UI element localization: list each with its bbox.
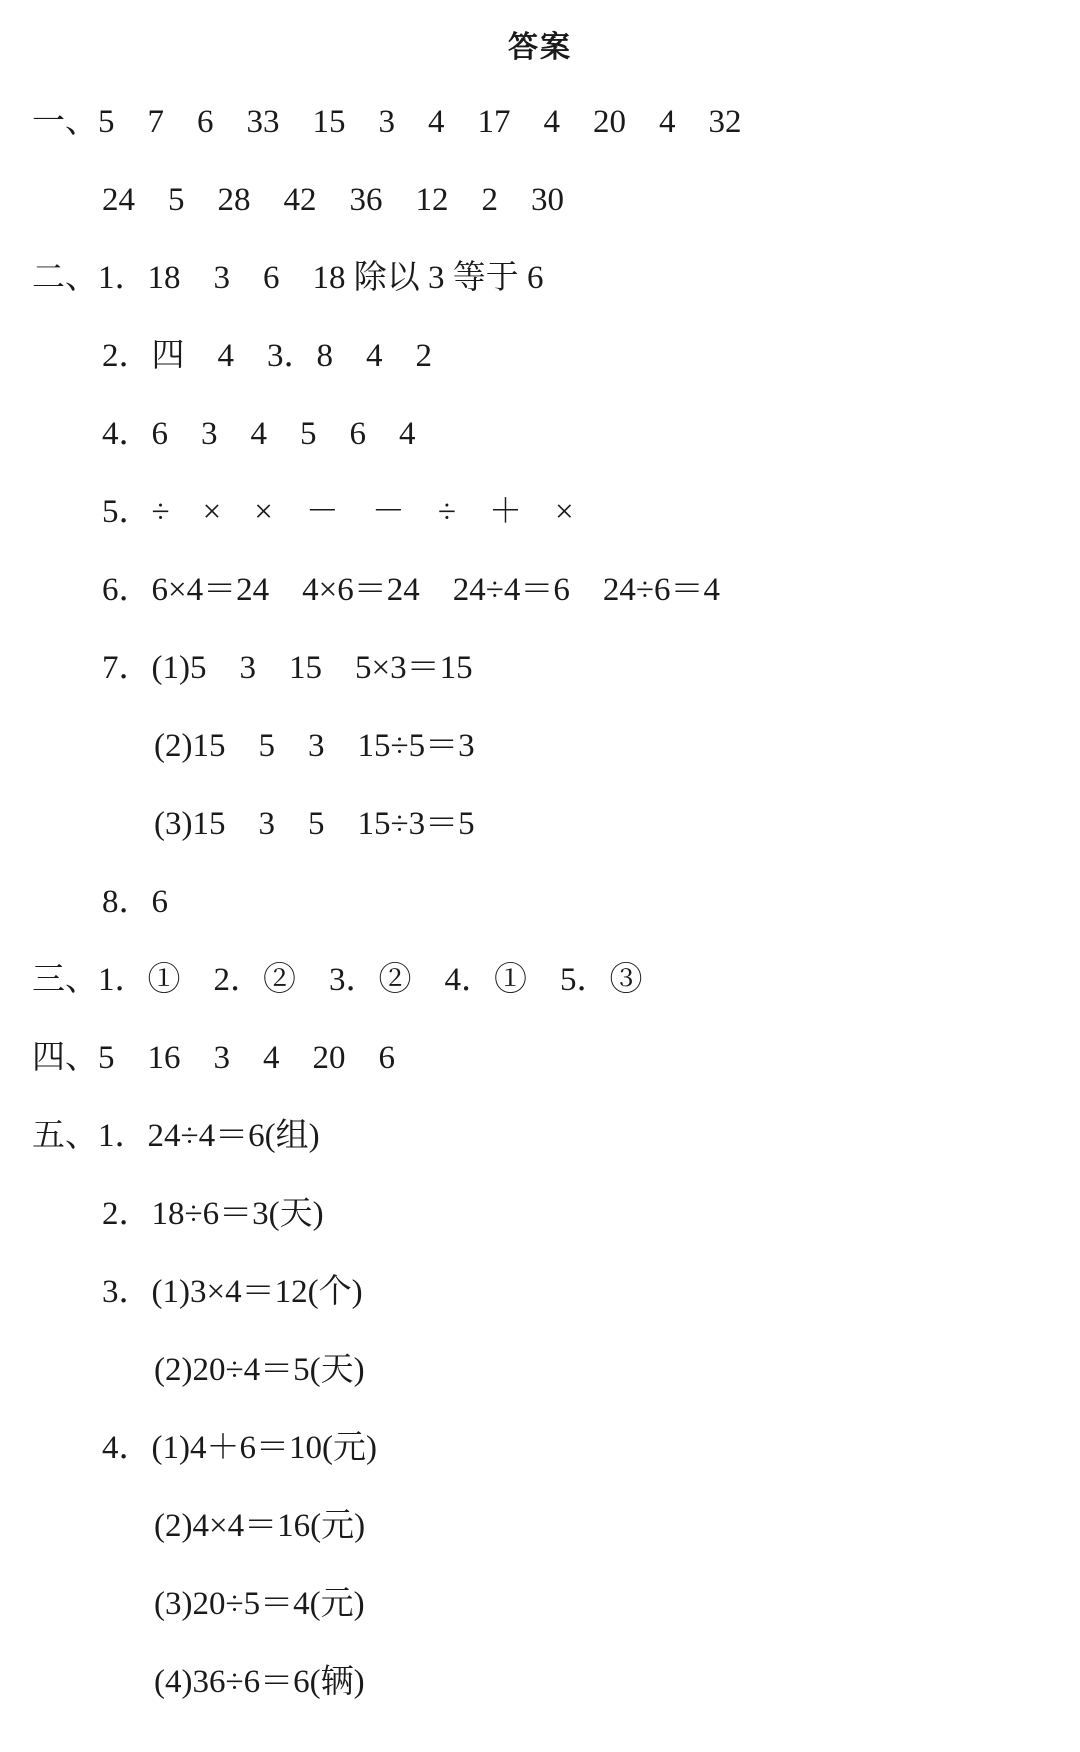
answer-line-section-2-q8: 8．6 (102, 884, 168, 920)
answer-line-section-5-q3-1: 3．(1)3×4＝12(个) (102, 1274, 363, 1310)
answer-line-section-5-q2: 2．18÷6＝3(天) (102, 1196, 324, 1232)
answer-line-section-5-q4-3: (3)20÷5＝4(元) (154, 1586, 365, 1622)
answer-line-section-1: 一、5 7 6 33 15 3 4 17 4 20 4 32 (32, 104, 742, 140)
answer-line-section-5-q4-2: (2)4×4＝16(元) (154, 1508, 366, 1544)
answer-line-section-4: 四、5 16 3 4 20 6 (32, 1040, 395, 1076)
answer-line-section-5-q3-2: (2)20÷4＝5(天) (154, 1352, 365, 1388)
answer-line-section-2-q2-q3: 2．四 4 3．8 4 2 (102, 338, 432, 374)
answer-line-section-2-q7-2: (2)15 5 3 15÷5＝3 (154, 728, 475, 764)
answer-line-section-5-q4-4: (4)36÷6＝6(辆) (154, 1664, 365, 1700)
answer-line-section-2-q7-1: 7．(1)5 3 15 5×3＝15 (102, 650, 473, 686)
answer-line-section-2-q4: 4．6 3 4 5 6 4 (102, 416, 416, 452)
answer-line-section-1-cont: 24 5 28 42 36 12 2 30 (102, 182, 564, 218)
answer-line-section-2-q5: 5．÷ × × － － ÷ ＋ × (102, 494, 574, 530)
page-title: 答案 (508, 30, 572, 65)
answer-line-section-5-q4-1: 4．(1)4＋6＝10(元) (102, 1430, 377, 1466)
answer-line-section-5-q1: 五、1．24÷4＝6(组) (32, 1118, 320, 1154)
answer-line-section-2-q7-3: (3)15 3 5 15÷3＝5 (154, 806, 475, 842)
answer-line-section-2-q6: 6．6×4＝24 4×6＝24 24÷4＝6 24÷6＝4 (102, 572, 720, 608)
answer-line-section-3: 三、1．① 2．② 3．② 4．① 5．③ (32, 962, 643, 998)
answer-line-section-2-q1: 二、1．18 3 6 18 除以 3 等于 6 (32, 260, 544, 296)
